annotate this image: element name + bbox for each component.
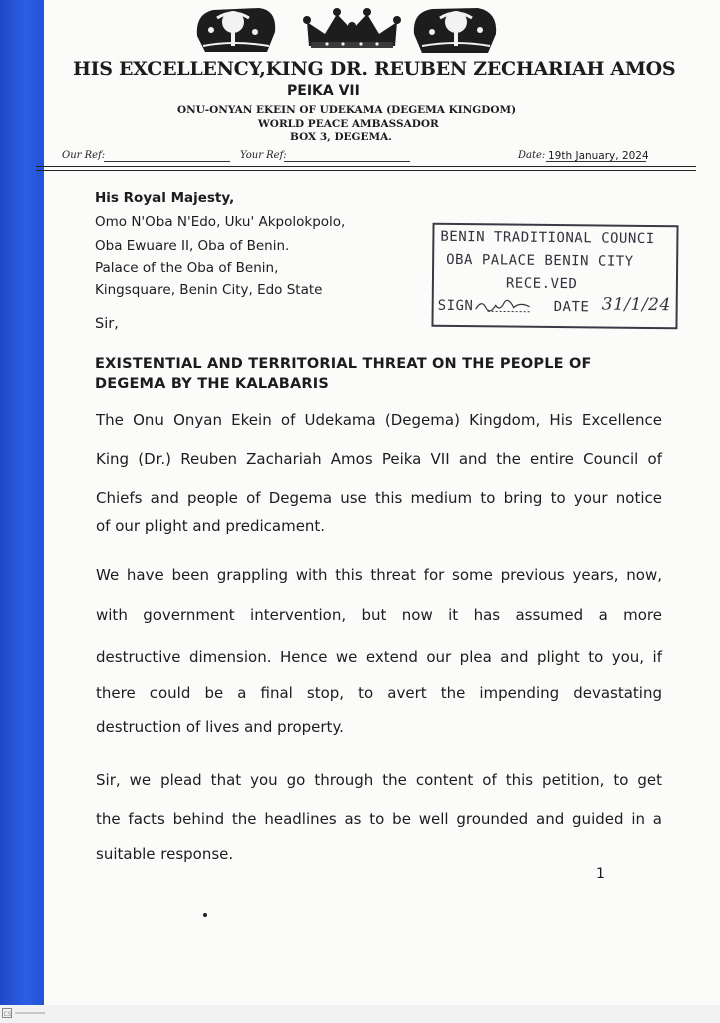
paragraph-line: destructive dimension. Hence we extend our plea and plight to you, if (96, 648, 662, 666)
paragraph-line: Chiefs and people of Degema use this medium to bring to your notice (96, 489, 662, 507)
recipient-line: Oba Ewuare II, Oba of Benin. (95, 238, 290, 254)
stamp-sign-label: SIGN (438, 298, 532, 315)
ink-dot (203, 913, 207, 917)
signature-scribble-icon (473, 299, 531, 314)
our-ref-line (104, 161, 230, 162)
recipient-line: Omo N'Oba N'Edo, Uku' Akpolokpolo, (95, 214, 346, 230)
received-stamp (431, 223, 678, 330)
stamp-date-label: DATE (553, 298, 590, 316)
footer-strip (0, 1005, 720, 1023)
subject-line: DEGEMA BY THE KALABARIS (95, 376, 330, 392)
date-line (546, 161, 646, 162)
page-number: 1 (596, 866, 605, 882)
paragraph-line: We have been grappling with this threat for some previous years, now, (96, 566, 662, 584)
stamp-line: OBA PALACE BENIN CITY (446, 251, 634, 270)
recipient-line: Kingsquare, Benin City, Edo State (95, 282, 323, 298)
letterhead-subtitle: ONU-ONYAN EKEIN OF UDEKAMA (DEGEMA KINGDOM) (177, 104, 517, 116)
letterhead-name: HIS EXCELLENCY,KING DR. REUBEN ZECHARIAH AMOS (73, 58, 676, 80)
paragraph-line: with government intervention, but now it has assumed a more (96, 606, 662, 624)
header-rule (36, 170, 696, 171)
stamp-line: BENIN TRADITIONAL COUNCI (440, 228, 655, 248)
paragraph-line: The Onu Onyan Ekein of Udekama (Degema) Kingdom, His Excellence (96, 411, 662, 429)
letter-date: 19th January, 2024 (548, 150, 649, 162)
paragraph-line: destruction of lives and property. (96, 718, 344, 736)
subject-line: EXISTENTIAL AND TERRITORIAL THREAT ON THE PEOPLE OF (95, 356, 592, 372)
paragraph-line: of our plight and predicament. (96, 517, 326, 535)
paragraph-line: Sir, we plead that you go through the content of this petition, to get (96, 771, 662, 789)
date-label: Date: (518, 150, 546, 161)
recipient-line: Palace of the Oba of Benin, (95, 260, 279, 276)
letterhead-subtitle: WORLD PEACE AMBASSADOR (258, 118, 439, 130)
your-ref-line (284, 161, 410, 162)
header-rule (36, 166, 696, 167)
stamp-date: 31/1/24 (601, 294, 671, 316)
svg-text:CS: CS (3, 1011, 12, 1018)
salutation: Sir, (95, 316, 119, 332)
paragraph-line: suitable response. (96, 845, 234, 863)
watermark-logo (2, 1008, 46, 1020)
stamp-line: RECE.VED (505, 275, 578, 293)
letterhead-address: BOX 3, DEGEMA. (290, 131, 392, 143)
crest-tree-left-icon (193, 6, 279, 56)
recipient-line: His Royal Majesty, (95, 190, 235, 206)
scan-blue-edge (0, 0, 44, 1005)
paragraph-line: the facts behind the headlines as to be well grounded and guided in a (96, 810, 662, 828)
our-ref-label: Our Ref: (62, 150, 106, 161)
paragraph-line: King (Dr.) Reuben Zachariah Amos Peika VII and the entire Council of (96, 450, 662, 468)
paragraph-line: there could be a final stop, to avert the impending devastating (96, 684, 662, 702)
crest-tree-right-icon (410, 6, 500, 56)
crown-icon (303, 6, 401, 54)
letterhead-title: PEIKA VII (287, 83, 360, 99)
your-ref-label: Your Ref: (240, 150, 287, 161)
